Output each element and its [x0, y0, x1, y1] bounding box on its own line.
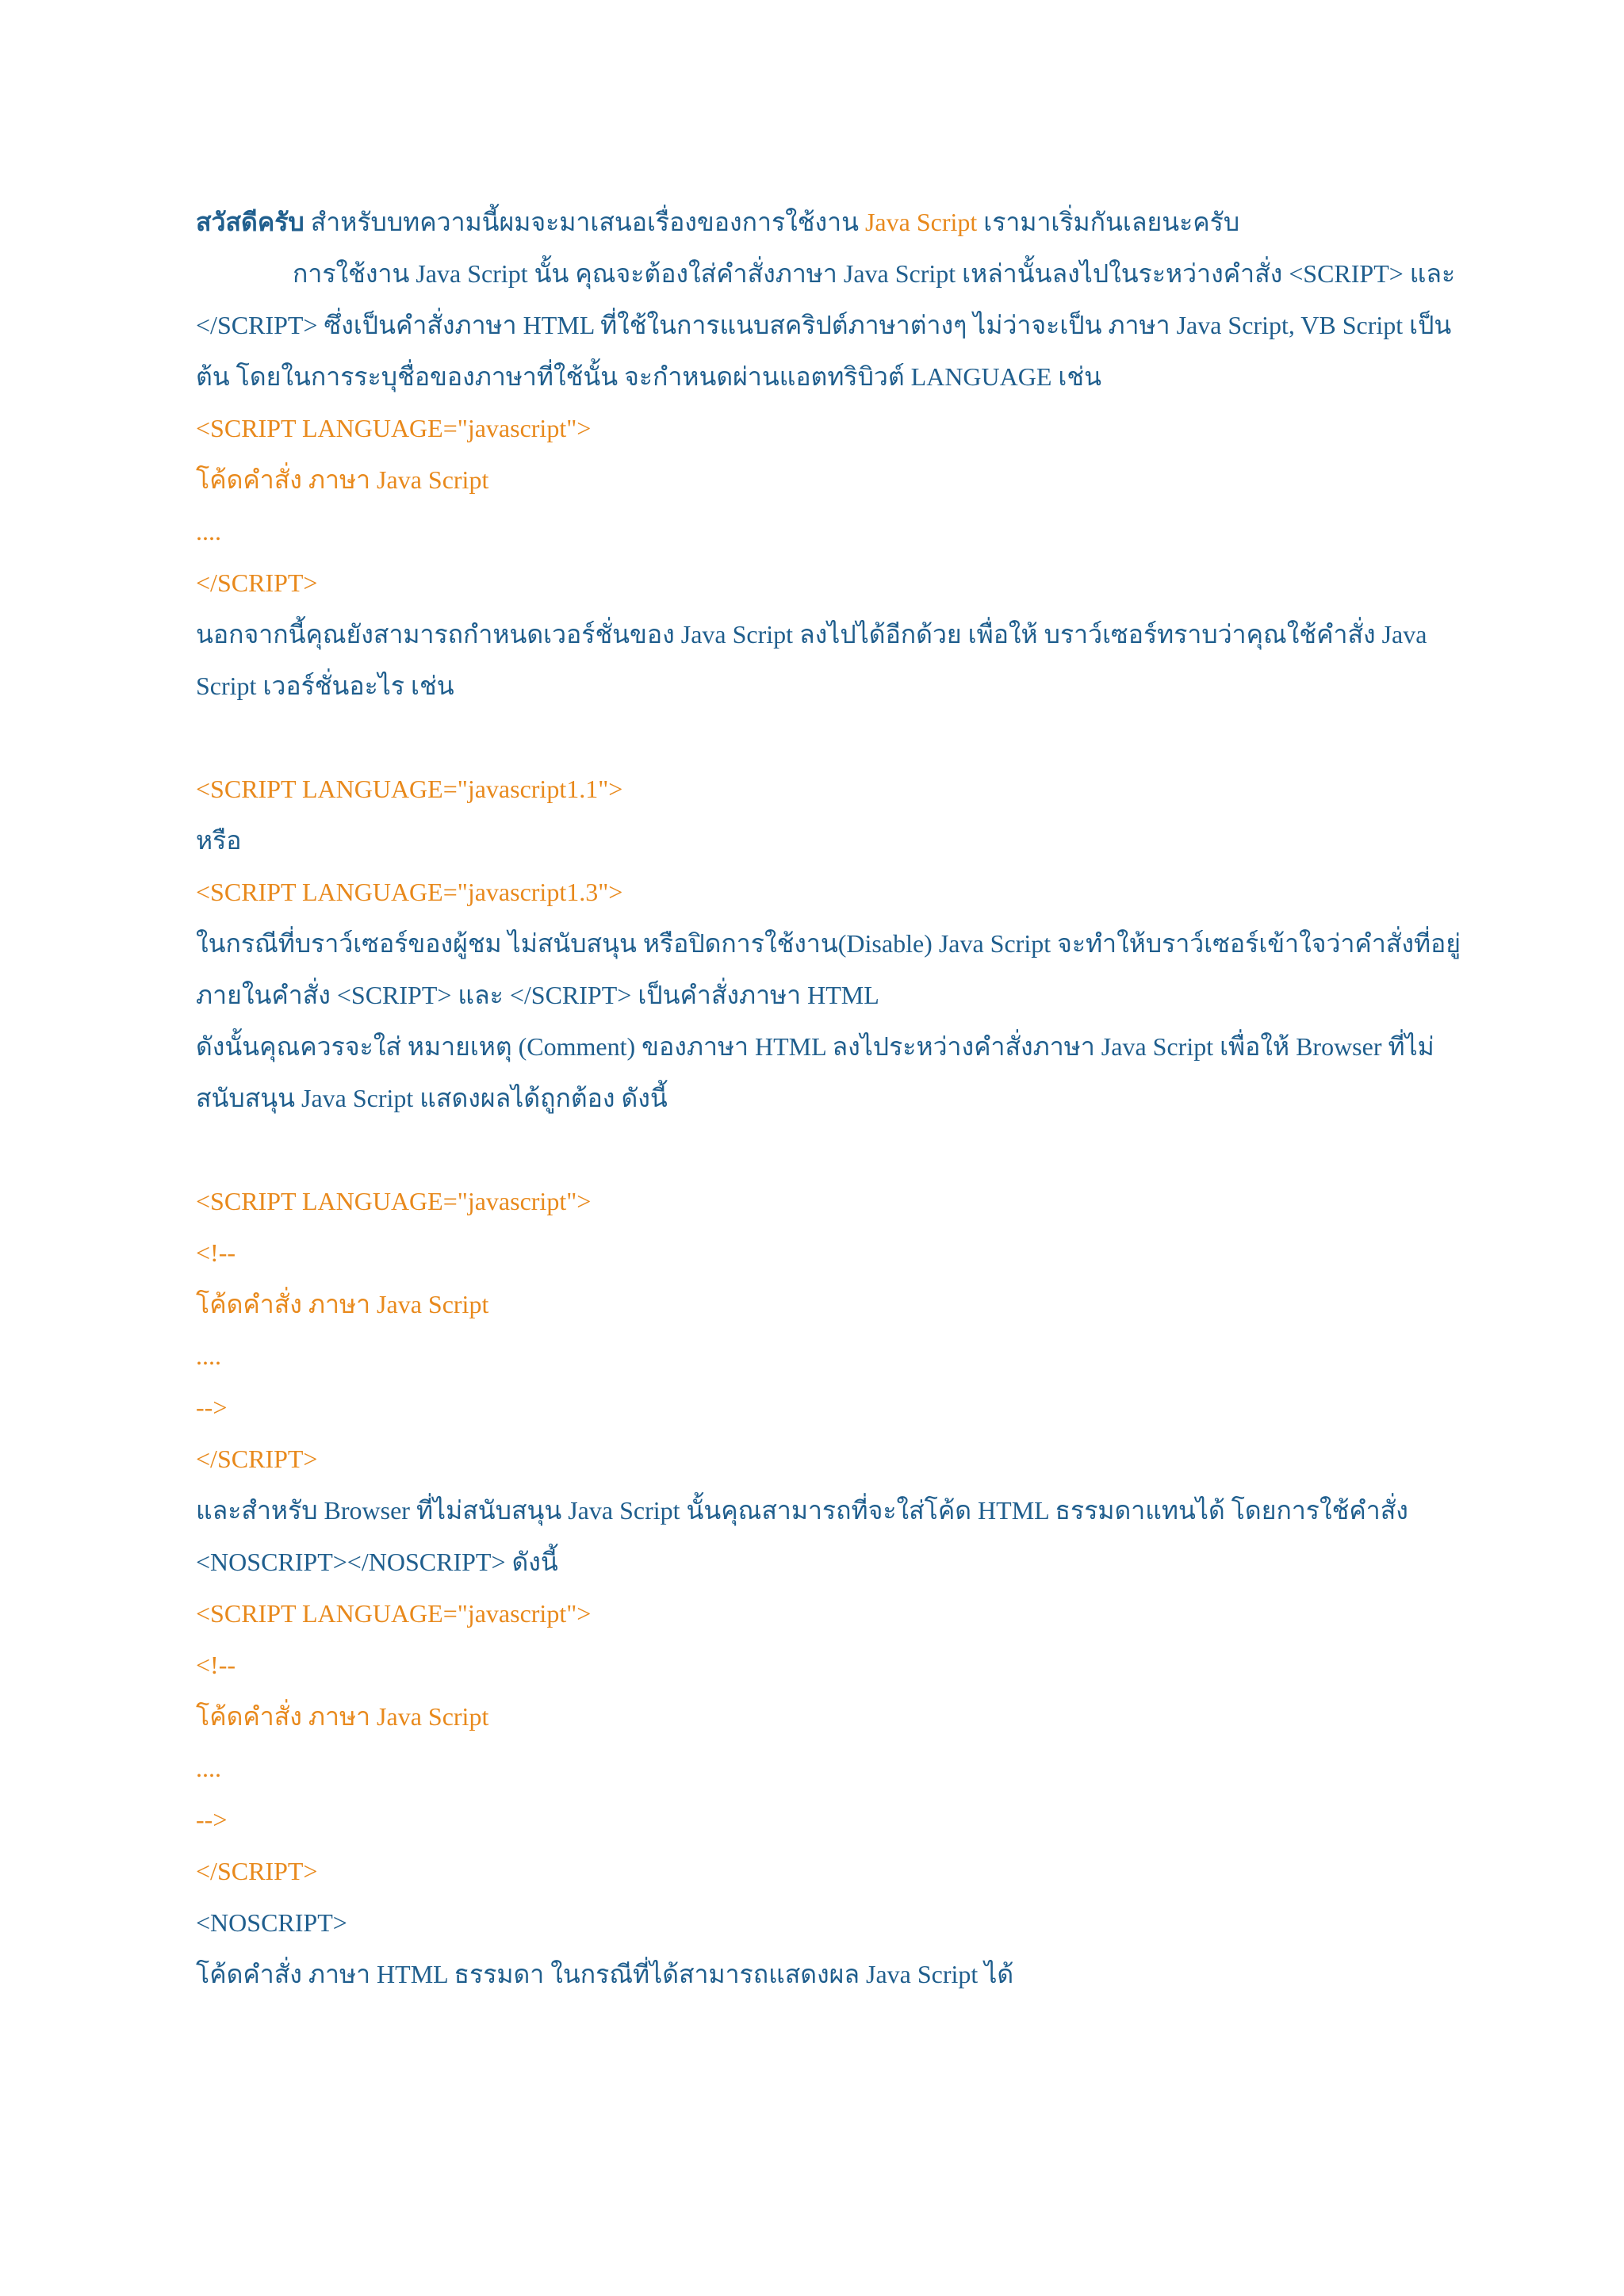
intro-lead-text: สำหรับบทความนี้ผมจะมาเสนอเรื่องของการใช้งาน	[310, 208, 859, 236]
document-body	[196, 197, 1465, 2000]
code-line: </SCRIPT>	[196, 1445, 318, 1473]
paragraph-line: นอกจากนี้คุณยังสามารถกำหนดเวอร์ชั่นของ Java Script ลงไปได้อีกด้วย เพื่อให้ บราว์เซอร์ทราบว่าคุณใช้คำสั่ง Java	[196, 620, 1427, 649]
noscript-line: โค้ดคำสั่ง ภาษา HTML ธรรมดา ในกรณีที่ได้สามารถแสดงผล Java Script ได้	[196, 1960, 1014, 1988]
code-line: โค้ดคำสั่ง ภาษา Java Script	[196, 1290, 489, 1318]
code-line: -->	[196, 1393, 228, 1422]
code-line: โค้ดคำสั่ง ภาษา Java Script	[196, 465, 489, 494]
paragraph-line: Script เวอร์ชั่นอะไร เช่น	[196, 672, 454, 700]
code-line: <SCRIPT LANGUAGE="javascript1.3">	[196, 878, 623, 906]
paragraph-line: และสำหรับ Browser ที่ไม่สนับสนุน Java Script นั้นคุณสามารถที่จะใส่โค้ด HTML ธรรมดาแทนได้ โดยการใช้คำสั่ง	[196, 1496, 1408, 1525]
code-line: <SCRIPT LANGUAGE="javascript1.1">	[196, 775, 623, 803]
blank-line	[196, 712, 1465, 763]
paragraph-line: ดังนั้นคุณควรจะใส่ หมายเหตุ (Comment) ของภาษา HTML ลงไประหว่างคำสั่งภาษา Java Script เพื่อให้ Browser ที่ไม่	[196, 1032, 1434, 1061]
intro-tail-text: เรามาเริ่มกันเลยนะครับ	[983, 208, 1240, 236]
greeting-text: สวัสดีครับ	[196, 208, 304, 236]
code-line: <SCRIPT LANGUAGE="javascript">	[196, 1187, 592, 1215]
code-line: <SCRIPT LANGUAGE="javascript">	[196, 414, 592, 442]
paragraph-line: ในกรณีที่บราว์เซอร์ของผู้ชม ไม่สนับสนุน หรือปิดการใช้งาน(Disable) Java Script จะทำให้บราว์เซอร์เข้าใจว่าคำสั่งที่อยู่	[196, 929, 1461, 958]
code-line: <SCRIPT LANGUAGE="javascript">	[196, 1599, 592, 1628]
intro-line	[196, 197, 1465, 248]
code-line: <!--	[196, 1238, 236, 1267]
blank-line	[196, 1124, 1465, 1176]
noscript-line: <NOSCRIPT>	[196, 1908, 347, 1937]
intro-keyword: Java Script	[864, 208, 978, 236]
code-line: </SCRIPT>	[196, 568, 318, 597]
code-line: <!--	[196, 1651, 236, 1679]
paragraph-line: <NOSCRIPT></NOSCRIPT> ดังนี้	[196, 1548, 558, 1576]
code-line: ....	[196, 1754, 221, 1782]
code-line: ....	[196, 517, 221, 545]
code-line: </SCRIPT>	[196, 1857, 318, 1885]
code-line: ....	[196, 1341, 221, 1370]
paragraph-line: การใช้งาน Java Script นั้น คุณจะต้องใส่คำสั่งภาษา Java Script เหล่านั้นลงไปในระหว่างคำสั่ง <SCRIPT> และ	[293, 259, 1456, 288]
paragraph-line: ต้น โดยในการระบุชื่อของภาษาที่ใช้นั้น จะกำหนดผ่านแอตทริบิวต์ LANGUAGE เช่น	[196, 362, 1101, 391]
paragraph-line: ภายในคำสั่ง <SCRIPT> และ </SCRIPT> เป็นคำสั่งภาษา HTML	[196, 981, 879, 1009]
code-line: โค้ดคำสั่ง ภาษา Java Script	[196, 1702, 489, 1731]
paragraph-line: สนับสนุน Java Script แสดงผลได้ถูกต้อง ดังนี้	[196, 1084, 668, 1112]
or-text: หรือ	[196, 826, 242, 855]
code-line: -->	[196, 1805, 228, 1834]
paragraph-line: </SCRIPT> ซึ่งเป็นคำสั่งภาษา HTML ที่ใช้ในการแนบสคริปต์ภาษาต่างๆ ไม่ว่าจะเป็น ภาษา Java Script, VB Script เป็น	[196, 311, 1452, 339]
